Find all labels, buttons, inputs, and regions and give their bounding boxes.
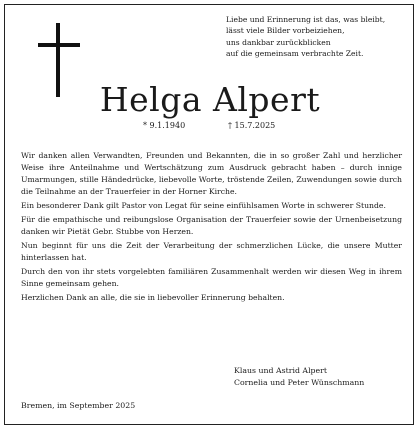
paragraph: Nun beginnt für uns die Zeit der Verarbeitung der schmerzlichen Lücke, die unsere Mutter hinterlassen hat. (21, 241, 402, 262)
birth-date: * 9.1.1940 (143, 121, 186, 130)
deceased-name: Helga Alpert (99, 80, 321, 119)
place-date: Bremen, im September 2025 (21, 401, 136, 410)
poem-line: uns dankbar zurückblicken (226, 37, 331, 47)
thank-you-text (21, 150, 402, 306)
poem (226, 14, 416, 60)
poem-line: Liebe und Erinnerung ist das, was bleibt, (226, 15, 386, 24)
paragraph: Wir danken allen Verwandten, Freunden und Bekannten, die in so großer Zahl und herzlicher Weise ihre Anteilnahme und Wertschätzung zum Ausdruck gebracht haben – durch innige Umarmungen, stille Händedrücke, liebevolle Worte, tröstende Zeilen, Zuwendungen sowie durch die Teilnahme an der Trauerfeier in der Horner Kirche. (21, 151, 402, 196)
paragraph: Herzlichen Dank an alle, die sie in liebevoller Erinnerung behalten. (21, 293, 285, 302)
poem-line: auf die gemeinsam verbrachte Zeit. (226, 49, 364, 59)
signature-line: Klaus und Astrid Alpert (234, 366, 328, 375)
poem-line: lässt viele Bilder vorbeiziehen, (226, 26, 345, 36)
paragraph: Für die empathische und reibungslose Organisation der Trauerfeier sowie der Urnenbeisetzung danken wir Pietät Gebr. Stubbe von Herzen. (21, 215, 402, 236)
paragraph: Durch den von ihr stets vorgelebten familiären Zusammenhalt werden wir diesen Weg in ihrem Sinne gemeinsam gehen. (21, 267, 402, 288)
signature (234, 365, 364, 389)
signature-line: Cornelia und Peter Wünschmann (234, 378, 365, 387)
death-date: † 15.7.2025 (228, 121, 276, 130)
paragraph: Ein besonderer Dank gilt Pastor von Legat für seine einfühlsamen Worte in schwerer Stunde. (21, 201, 386, 210)
